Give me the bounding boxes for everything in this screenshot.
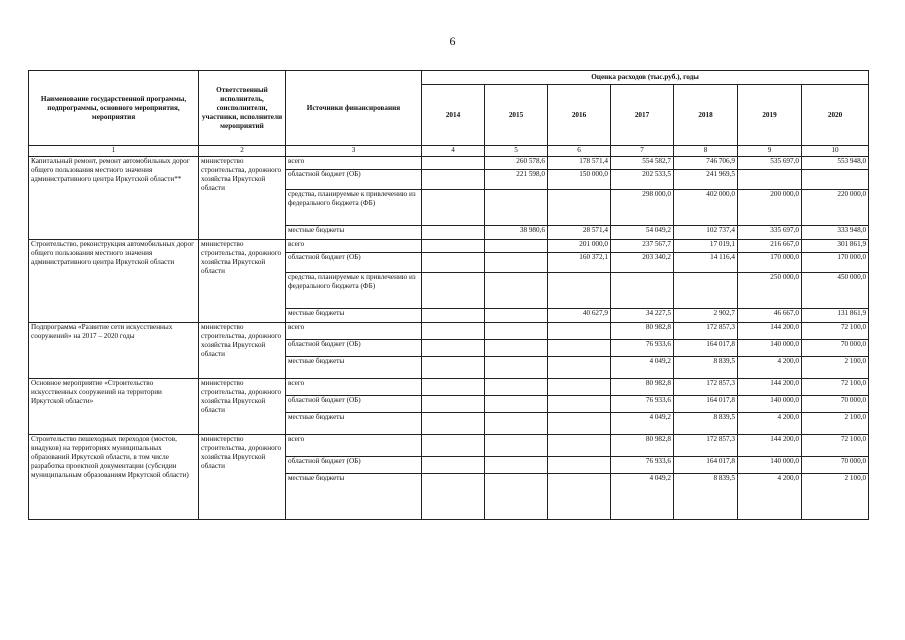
- amount-cell: [422, 309, 485, 323]
- amount-cell: 160 372,1: [548, 253, 611, 273]
- header-year: 2020: [802, 85, 869, 146]
- amount-cell: 172 857,3: [674, 379, 738, 396]
- amount-cell: 8 839,5: [674, 357, 738, 379]
- amount-cell: 172 857,3: [674, 323, 738, 340]
- amount-cell: [422, 457, 485, 474]
- amount-cell: 17 019,1: [674, 240, 738, 253]
- funding-source: местные бюджеты: [286, 226, 422, 240]
- header-year: 2017: [611, 85, 674, 146]
- amount-cell: [422, 396, 485, 413]
- amount-cell: 76 933,6: [611, 396, 674, 413]
- funding-source: всего: [286, 435, 422, 457]
- amount-cell: 746 706,9: [674, 157, 738, 170]
- header-year: 2014: [422, 85, 485, 146]
- amount-cell: 8 839,5: [674, 413, 738, 435]
- amount-cell: [485, 309, 548, 323]
- executor: министерство строительства, дорожного хозяйства Иркутской области: [199, 435, 286, 520]
- activity-name: Капитальный ремонт, ремонт автомобильных дорог общего пользования местного значения административного центра Иркутской области**: [29, 157, 199, 240]
- amount-cell: [485, 379, 548, 396]
- funding-source: областной бюджет (ОБ): [286, 340, 422, 357]
- activity-name: Строительство пешеходных переходов (мостов, виадуков) на территориях муниципальных образований Иркутской области, в том числе разработка проектной документации (субсидии муниципальным образованиям Иркутской области): [29, 435, 199, 520]
- funding-source: всего: [286, 323, 422, 340]
- amount-cell: 70 000,0: [802, 457, 869, 474]
- column-index: 4: [422, 146, 485, 157]
- funding-source: всего: [286, 379, 422, 396]
- amount-cell: 164 017,8: [674, 340, 738, 357]
- amount-cell: [485, 357, 548, 379]
- funding-source: всего: [286, 240, 422, 253]
- amount-cell: [422, 323, 485, 340]
- amount-cell: [485, 253, 548, 273]
- header-source: Источники финансирования: [286, 71, 422, 146]
- amount-cell: [802, 170, 869, 190]
- funding-source: местные бюджеты: [286, 309, 422, 323]
- amount-cell: 164 017,8: [674, 457, 738, 474]
- amount-cell: 172 857,3: [674, 435, 738, 457]
- amount-cell: 102 737,4: [674, 226, 738, 240]
- amount-cell: 72 100,0: [802, 379, 869, 396]
- amount-cell: 46 667,0: [738, 309, 802, 323]
- amount-cell: 298 000,0: [611, 190, 674, 226]
- amount-cell: 2 100,0: [802, 474, 869, 520]
- header-year: 2015: [485, 85, 548, 146]
- funding-source: областной бюджет (ОБ): [286, 457, 422, 474]
- amount-cell: [548, 323, 611, 340]
- amount-cell: 40 627,9: [548, 309, 611, 323]
- amount-cell: 140 000,0: [738, 396, 802, 413]
- amount-cell: 554 582,7: [611, 157, 674, 170]
- amount-cell: 4 200,0: [738, 474, 802, 520]
- amount-cell: [422, 413, 485, 435]
- amount-cell: 80 982,8: [611, 323, 674, 340]
- amount-cell: 4 200,0: [738, 413, 802, 435]
- amount-cell: 140 000,0: [738, 457, 802, 474]
- executor: министерство строительства, дорожного хозяйства Иркутской области: [199, 323, 286, 379]
- amount-cell: 178 571,4: [548, 157, 611, 170]
- table-row: [29, 323, 869, 340]
- amount-cell: [485, 340, 548, 357]
- table-row: [29, 157, 869, 170]
- amount-cell: 221 598,0: [485, 170, 548, 190]
- amount-cell: 144 200,0: [738, 323, 802, 340]
- funding-source: всего: [286, 157, 422, 170]
- column-index: 3: [286, 146, 422, 157]
- column-index: 6: [548, 146, 611, 157]
- activity-name: Подпрограмма «Развитие сети искусственных сооружений» на 2017 – 2020 годы: [29, 323, 199, 379]
- amount-cell: [674, 273, 738, 309]
- amount-cell: 241 969,5: [674, 170, 738, 190]
- amount-cell: 237 567,7: [611, 240, 674, 253]
- funding-source: областной бюджет (ОБ): [286, 253, 422, 273]
- amount-cell: 144 200,0: [738, 435, 802, 457]
- column-index-row: [29, 146, 869, 157]
- amount-cell: [485, 457, 548, 474]
- amount-cell: [548, 474, 611, 520]
- amount-cell: 4 200,0: [738, 357, 802, 379]
- amount-cell: 220 000,0: [802, 190, 869, 226]
- column-index: 8: [674, 146, 738, 157]
- amount-cell: 4 049,2: [611, 357, 674, 379]
- amount-cell: [485, 273, 548, 309]
- amount-cell: 150 000,0: [548, 170, 611, 190]
- column-index: 2: [199, 146, 286, 157]
- funding-source: местные бюджеты: [286, 474, 422, 520]
- amount-cell: 76 933,6: [611, 457, 674, 474]
- activity-name: Строительство, реконструкция автомобильных дорог общего пользования местного значения административного центра Иркутской области: [29, 240, 199, 323]
- amount-cell: [485, 190, 548, 226]
- amount-cell: [485, 240, 548, 253]
- amount-cell: [422, 253, 485, 273]
- amount-cell: 170 000,0: [738, 253, 802, 273]
- amount-cell: 70 000,0: [802, 396, 869, 413]
- amount-cell: 216 667,0: [738, 240, 802, 253]
- amount-cell: 8 839,5: [674, 474, 738, 520]
- amount-cell: [611, 273, 674, 309]
- header-estimate: Оценка расходов (тыс.руб.), годы: [422, 71, 869, 85]
- amount-cell: 80 982,8: [611, 435, 674, 457]
- activity-name: Основное мероприятие «Строительство искусственных сооружений на территории Иркутской области»: [29, 379, 199, 435]
- amount-cell: [548, 357, 611, 379]
- amount-cell: 170 000,0: [802, 253, 869, 273]
- funding-source: областной бюджет (ОБ): [286, 170, 422, 190]
- amount-cell: 4 049,2: [611, 474, 674, 520]
- amount-cell: [548, 413, 611, 435]
- table-row: [29, 240, 869, 253]
- amount-cell: [548, 396, 611, 413]
- amount-cell: 72 100,0: [802, 323, 869, 340]
- amount-cell: [422, 379, 485, 396]
- amount-cell: 301 861,9: [802, 240, 869, 253]
- amount-cell: [485, 474, 548, 520]
- amount-cell: [548, 340, 611, 357]
- amount-cell: 76 933,6: [611, 340, 674, 357]
- amount-cell: 38 980,6: [485, 226, 548, 240]
- amount-cell: [548, 435, 611, 457]
- column-index: 1: [29, 146, 199, 157]
- amount-cell: [485, 396, 548, 413]
- amount-cell: 140 000,0: [738, 340, 802, 357]
- table-body: [29, 157, 869, 520]
- amount-cell: 80 982,8: [611, 379, 674, 396]
- executor: министерство строительства, дорожного хозяйства Иркутской области: [199, 379, 286, 435]
- header-year: 2019: [738, 85, 802, 146]
- amount-cell: 250 000,0: [738, 273, 802, 309]
- header-name: Наименование государственной программы, подпрограммы, основного мероприятия, мероприятия: [29, 71, 199, 146]
- column-index: 10: [802, 146, 869, 157]
- amount-cell: [548, 190, 611, 226]
- amount-cell: 260 578,6: [485, 157, 548, 170]
- amount-cell: 2 902,7: [674, 309, 738, 323]
- amount-cell: 72 100,0: [802, 435, 869, 457]
- funding-source: средства, планируемые к привлечению из федерального бюджета (ФБ): [286, 190, 422, 226]
- amount-cell: [422, 435, 485, 457]
- amount-cell: 4 049,2: [611, 413, 674, 435]
- table-row: [29, 379, 869, 396]
- budget-table: [28, 70, 869, 520]
- amount-cell: 203 340,2: [611, 253, 674, 273]
- amount-cell: 164 017,8: [674, 396, 738, 413]
- amount-cell: 28 571,4: [548, 226, 611, 240]
- amount-cell: [485, 323, 548, 340]
- executor: министерство строительства, дорожного хозяйства Иркутской области: [199, 157, 286, 240]
- funding-source: областной бюджет (ОБ): [286, 396, 422, 413]
- funding-source: местные бюджеты: [286, 357, 422, 379]
- amount-cell: [738, 170, 802, 190]
- page-number: 6: [449, 34, 456, 48]
- amount-cell: [485, 435, 548, 457]
- amount-cell: 335 697,0: [738, 226, 802, 240]
- column-index: 7: [611, 146, 674, 157]
- amount-cell: [548, 273, 611, 309]
- amount-cell: 402 000,0: [674, 190, 738, 226]
- executor: министерство строительства, дорожного хозяйства Иркутской области: [199, 240, 286, 323]
- amount-cell: [422, 170, 485, 190]
- amount-cell: 201 000,0: [548, 240, 611, 253]
- column-index: 5: [485, 146, 548, 157]
- amount-cell: [548, 379, 611, 396]
- column-index: 9: [738, 146, 802, 157]
- amount-cell: [422, 273, 485, 309]
- amount-cell: [422, 240, 485, 253]
- table-row: [29, 435, 869, 457]
- funding-source: средства, планируемые к привлечению из федерального бюджета (ФБ): [286, 273, 422, 309]
- amount-cell: 2 100,0: [802, 413, 869, 435]
- amount-cell: 202 533,5: [611, 170, 674, 190]
- amount-cell: [485, 413, 548, 435]
- amount-cell: [422, 357, 485, 379]
- amount-cell: 14 116,4: [674, 253, 738, 273]
- amount-cell: [548, 457, 611, 474]
- amount-cell: 34 227,5: [611, 309, 674, 323]
- amount-cell: [422, 157, 485, 170]
- amount-cell: 200 000,0: [738, 190, 802, 226]
- amount-cell: 2 100,0: [802, 357, 869, 379]
- header-executor: Ответственный исполнитель, соисполнители, участники, исполнители мероприятий: [199, 71, 286, 146]
- amount-cell: [422, 340, 485, 357]
- amount-cell: [422, 474, 485, 520]
- amount-cell: 54 049,2: [611, 226, 674, 240]
- amount-cell: 535 697,0: [738, 157, 802, 170]
- amount-cell: [422, 226, 485, 240]
- amount-cell: 131 861,9: [802, 309, 869, 323]
- header-year: 2016: [548, 85, 611, 146]
- amount-cell: 333 948,0: [802, 226, 869, 240]
- amount-cell: 70 000,0: [802, 340, 869, 357]
- amount-cell: 144 200,0: [738, 379, 802, 396]
- header-year: 2018: [674, 85, 738, 146]
- funding-source: местные бюджеты: [286, 413, 422, 435]
- amount-cell: 450 000,0: [802, 273, 869, 309]
- amount-cell: [422, 190, 485, 226]
- amount-cell: 553 948,0: [802, 157, 869, 170]
